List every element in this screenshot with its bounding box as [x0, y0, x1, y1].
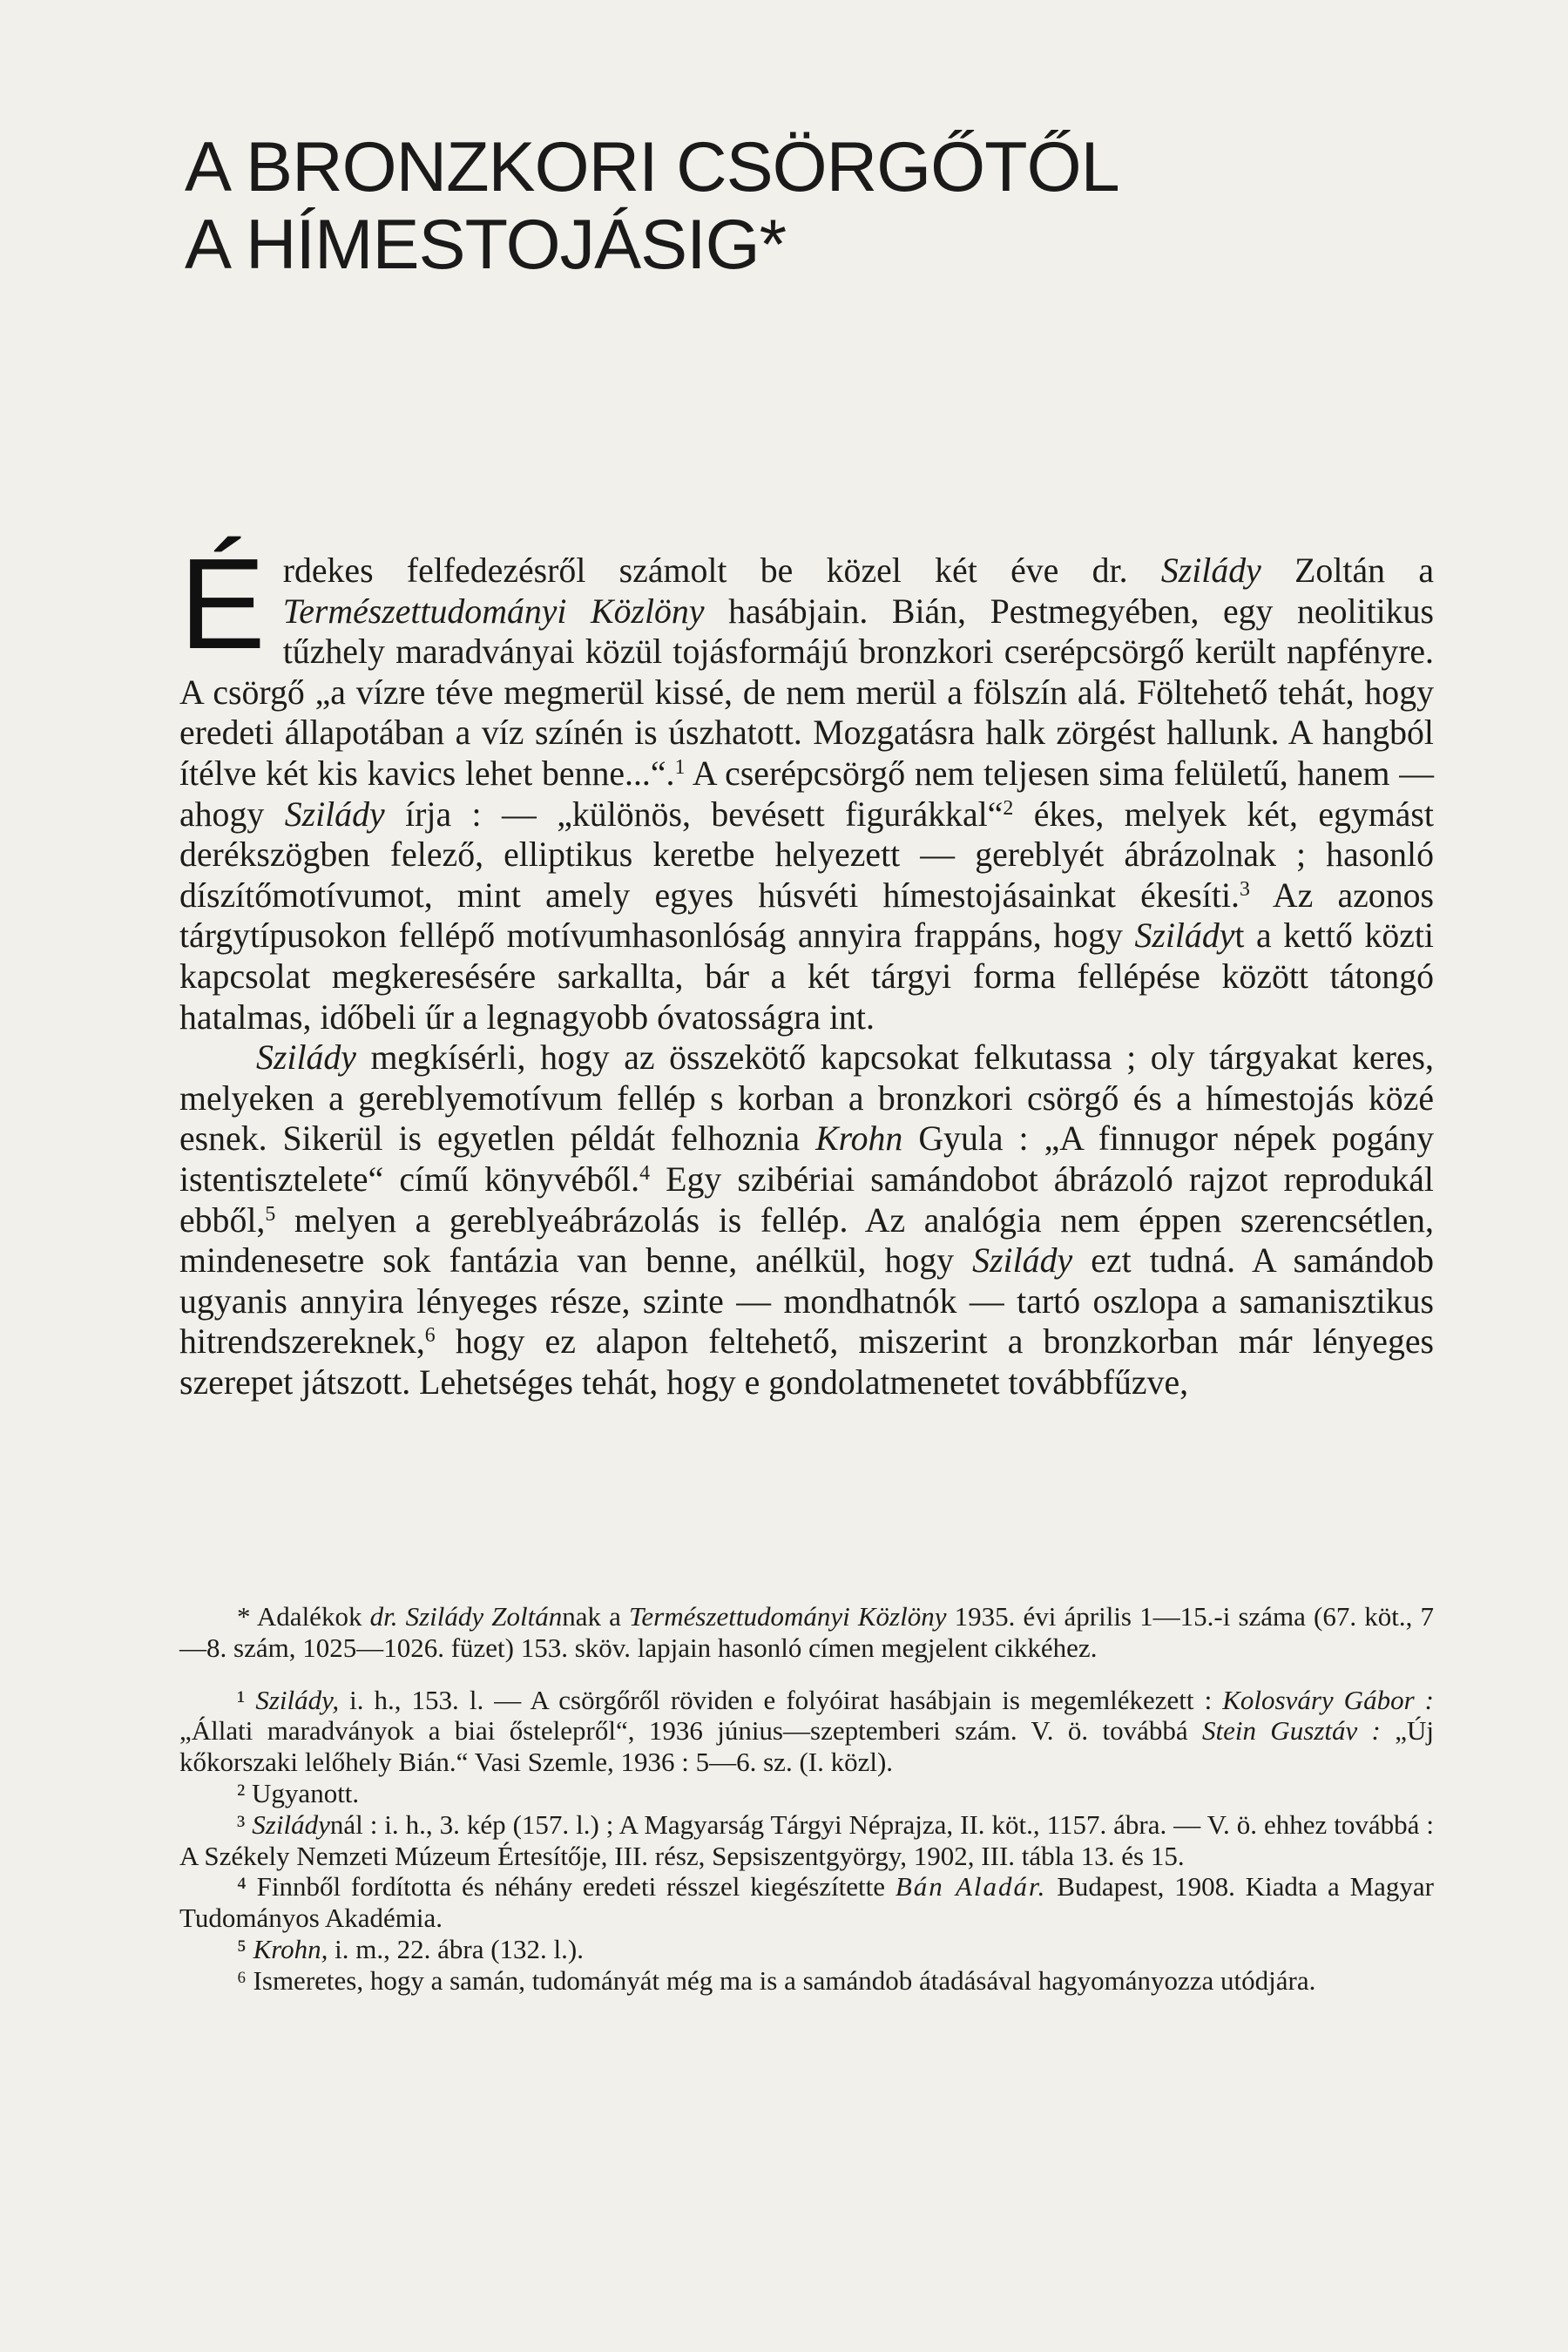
footnote-3: ³ Sziládуnál : i. h., 3. kép (157. l.) ; A Magyarság Tárgyi Néprajza, II. köt., 1157. ábra. — V. ö. ehhez továbbá : A Székely Nemzeti Múzeum Értesítője, III. rész, Sepsiszentgyörgy, 1902, III. tábla 13. és 15. — [179, 1808, 1434, 1871]
footnote-star: * Adalékok dr. Sziládу Zoltánnak a Természettudományi Közlöny 1935. évi április 1—15.-i száma (67. köt., 7—8. szám, 1025—1026. füzet) 153. sköv. lapjain hasonló címen megjelent cikkéhez. — [179, 1601, 1434, 1663]
footnote-ref-2: 2 — [1003, 796, 1014, 820]
article-body — [179, 532, 1435, 1402]
paragraph-1: Érdekes felfedezésről számolt be közel két éve dr. Sziládу Zoltán a Természettudományi Közlöny hasábjain. Bián, Pestmegyében, egy neolitikus tűzhely maradványai közül tojásformájú bronzkori cserépcsörgő került napfényre. A csörgő „a vízre téve megmerül kissé, de nem merül a fölszín alá. Föltehető tehát, hogy eredeti állapotában a víz színén is úszhatott. Mozgatásra halk zörgést hallunk. A hangból ítélve két kis kavics lehet benne...“.$^1$ A cserépcsörgő nem teljesen sima felületű, hanem — ahogy Sziládу írja : — „különös, bevésett figurákkal“$^2$ ékes, melyek két, egymást derékszögben felező, elliptikus keretbe helyezett — gereblyét ábrázolnak ; hasonló díszítőmotívumot, mint amely egyes húsvéti hímestojásainkat ékesíti.$^3$ Az azonos tárgytípusokon fellépő motívumhasonlóság annyira frappáns, hogy Sziládyt a kettő közti kapcsolat megkeresésére sarkallta, bár a két tárgyi forma fellépése között tátongó hatalmas, időbeli űr a legnagyobb óvatosságra int. — [179, 532, 1435, 1037]
footnote-6: ⁶ Ismeretes, hogy a samán, tudományát még ma is a samándob átadásával hagyományozza utódjára. — [237, 1964, 1316, 1996]
footnote-ref-3: 3 — [1239, 877, 1250, 901]
footnote-ref-5: 5 — [265, 1202, 276, 1226]
paragraph-2: Sziládу megkísérli, hogy az összekötő kapcsokat felkutassa ; oly tárgyakat keres, melyeken a gereblyemotívum fellép s korban a bronzkori csörgő és a hímestojás közé esnek. Sikerül is egyetlen példát felhoznia Krohn Gyula : „A finnugor népek pogány istentisztelete“ című könyvéből.$^4$ Egy szibériai samándobot ábrázoló rajzot reprodukál ebből,$^5$ melyen a gereblyeábrázolás is fellép. Az analógia nem éppen szerencsétlen, mindenesetre sok fantázia van benne, anélkül, hogy Sziládу ezt tudná. A samándob ugyanis annyira lényeges része, szinte — mondhatnók — tartó oszlopa a samanisztikus hitrendszereknek,$^6$ hogy ez alapon feltehető, miszerint a bronzkorban már lényeges szerepet játszott. Lehetséges tehát, hogy e gondolatmenetet továbbfűzve, — [179, 1038, 1434, 1402]
footnote-1: ¹ Sziládу, i. h., 153. l. — A csörgőről röviden e folyóirat hasábjain is megemlékezett : Kolosváry Gábor : „Állati maradványok a biai őstelepről“, 1936 június—szeptemberi szám. V. ö. továbbá Stein Gusztáv : „Új kőkorszaki lelőhely Bián.“ Vasi Szemle, 1936 : 5—6. sz. (I. közl). — [179, 1684, 1435, 1778]
title-line-1: A BRONZKORI CSÖRGŐTŐL — [185, 128, 1119, 206]
title-line-2: A HÍMESTOJÁSIG* — [185, 206, 787, 284]
footnote-2: ² Ugyanott. — [237, 1777, 360, 1808]
footnote-ref-6: 6 — [424, 1324, 436, 1348]
drop-cap: É — [179, 532, 266, 676]
article-title — [185, 129, 1317, 284]
footnote-ref-1: 1 — [674, 755, 686, 779]
footnote-4: ⁴ Finnből fordította és néhány eredeti résszel kiegészítette Bán Aladár. Budapest, 1908. Kiadta a Magyar Tudományos Akadémia. — [179, 1871, 1434, 1934]
footnotes — [179, 1601, 1434, 1997]
footnote-5: ⁵ Krohn, i. m., 22. ábra (132. l.). — [237, 1933, 584, 1964]
footnote-ref-4: 4 — [639, 1161, 650, 1185]
